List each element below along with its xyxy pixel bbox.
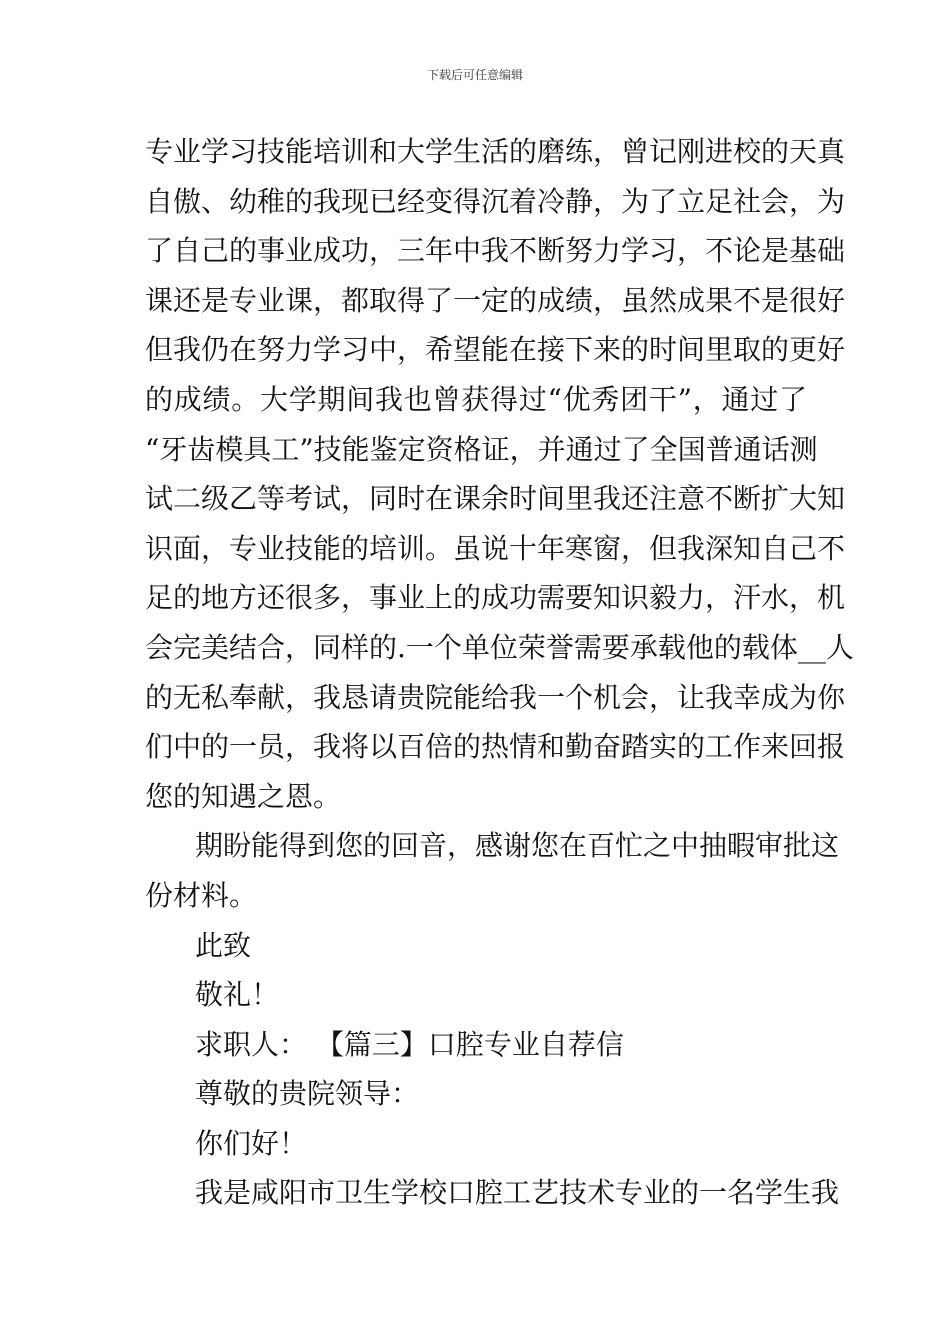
paragraph-1 [145, 127, 854, 821]
text-line: 自傲、幼稚的我现已经变得沉着冷静，为了立足社会，为 [145, 184, 846, 218]
text-line: 我是咸阳市卫生学校口腔工艺技术专业的一名学生我 [195, 1176, 840, 1210]
closing-ci-zhi: 此致 [195, 928, 252, 962]
closing-jing-li: 敬礼！ [195, 978, 280, 1012]
paragraph-2 [145, 821, 840, 920]
text-line: 了自己的事业成功，三年中我不断努力学习，不论是基础 [145, 234, 846, 268]
greeting: 你们好！ [195, 1126, 308, 1160]
text-line: 试二级乙等考试，同时在课余时间里我还注意不断扩大知 [145, 482, 846, 516]
text-line: 您的知遇之恩。 [145, 779, 342, 813]
salutation: 尊敬的贵院领导： [195, 1077, 420, 1111]
text-line: 专业学习技能培训和大学生活的磨练，曾记刚进校的天真 [145, 135, 846, 168]
text-line: 的成绩。大学期间我也曾获得过“优秀团干”，通过了 [145, 382, 807, 416]
text-line: 的无私奉献，我恳请贵院能给我一个机会，让我幸成为你 [145, 680, 846, 714]
document-body [145, 127, 854, 1218]
text-line: 期盼能得到您的回音，感谢您在百忙之中抽暇审批这 [195, 829, 840, 863]
text-line: 们中的一员，我将以百倍的热情和勤奋踏实的工作来回报 [145, 730, 846, 764]
applicant-line: 求职人： 【篇三】口腔专业自荐信 [195, 1027, 624, 1061]
text-line: “牙齿模具工”技能鉴定资格证，并通过了全国普通话测 [145, 432, 818, 466]
text-line: 足的地方还很多，事业上的成功需要知识毅力，汗水，机 [145, 581, 846, 615]
text-line: 份材料。 [145, 878, 258, 912]
text-line: 但我仍在努力学习中，希望能在接下来的时间里取的更好 [145, 333, 846, 367]
text-line: 课还是专业课，都取得了一定的成绩，虽然成果不是很好 [145, 283, 846, 317]
text-line: 识面，专业技能的培训。虽说十年寒窗，但我深知自己不 [145, 531, 846, 565]
page-header-note: 下载后可任意编辑 [426, 68, 523, 82]
text-line: 会完美结合，同样的.一个单位荣誉需要承载他的载体__人 [145, 630, 854, 664]
